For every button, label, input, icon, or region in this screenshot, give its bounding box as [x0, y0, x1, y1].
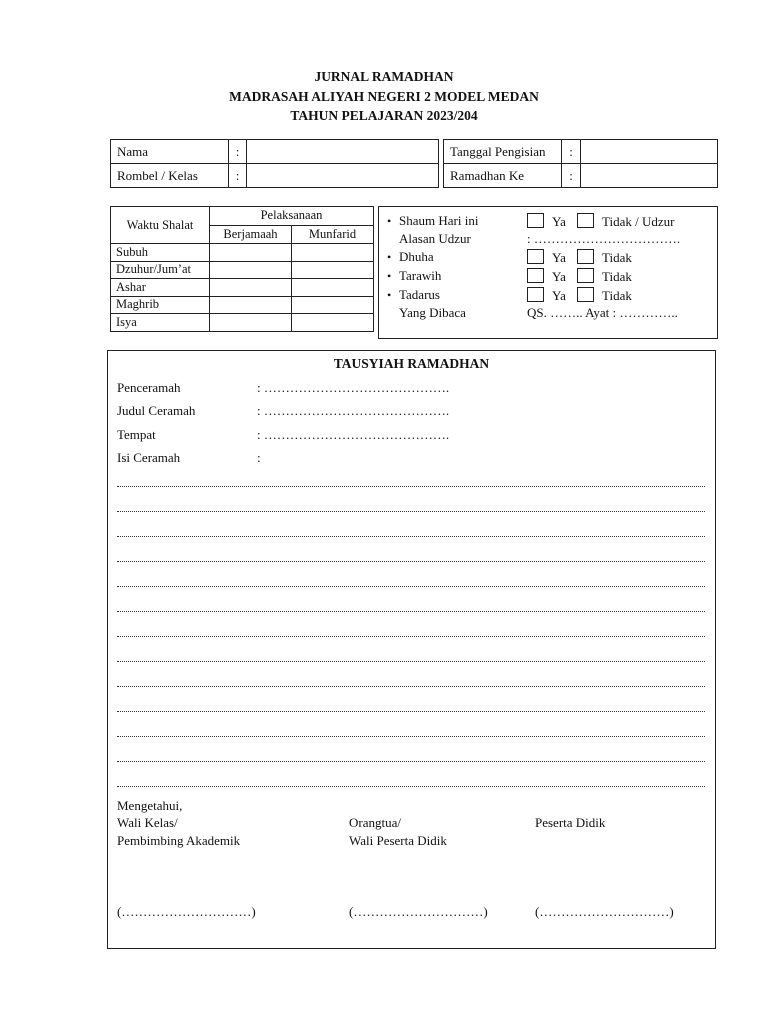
content-dotted-line[interactable]	[117, 634, 705, 637]
name-label: Nama	[111, 140, 229, 164]
checkbox-icon[interactable]	[577, 213, 594, 228]
homeroom-label-line1: Wali Kelas/	[117, 815, 178, 830]
content-dotted-line[interactable]	[117, 584, 705, 587]
read-field[interactable]: QS. …….. Ayat : …………..	[527, 305, 678, 320]
content-dotted-line[interactable]	[117, 709, 705, 712]
homeroom-label-line2: Pembimbing Akademik	[117, 833, 241, 848]
reason-field[interactable]: : …………………………….	[527, 231, 681, 246]
date-field[interactable]	[581, 140, 718, 164]
header-school: MADRASAH ALIYAH NEGERI 2 MODEL MEDAN	[229, 89, 539, 104]
ramadhan-day-field[interactable]	[581, 164, 718, 188]
prayer-row-label: Isya	[111, 314, 210, 332]
checkbox-icon[interactable]	[527, 213, 544, 228]
congregation-cell[interactable]	[210, 296, 292, 314]
yes-label: Ya	[552, 250, 566, 265]
header-title: JURNAL RAMADHAN	[314, 69, 454, 84]
student-label: Peserta Didik	[535, 815, 606, 830]
content-dotted-line[interactable]	[117, 559, 705, 562]
content-dotted-line[interactable]	[117, 534, 705, 537]
congregation-cell[interactable]	[210, 261, 292, 279]
tarawih-yes-option[interactable]	[527, 268, 566, 285]
prayer-table	[110, 206, 374, 332]
fasting-no-option[interactable]	[577, 213, 674, 230]
student-signature-field[interactable]: (…………………………)	[535, 904, 674, 919]
content-label: Isi Ceramah	[117, 450, 181, 465]
name-field[interactable]	[247, 140, 439, 164]
parent-signature-field[interactable]: (…………………………)	[349, 904, 488, 919]
congregation-cell[interactable]	[210, 279, 292, 297]
ramadhan-day-colon: :	[562, 164, 581, 188]
bullet-icon: •	[387, 269, 392, 283]
speaker-label: Penceramah	[117, 380, 181, 395]
content-dotted-line[interactable]	[117, 609, 705, 612]
read-label: Yang Dibaca	[399, 305, 466, 320]
yes-label: Ya	[552, 214, 566, 229]
homeroom-signature-field[interactable]: (…………………………)	[117, 904, 256, 919]
content-dotted-line[interactable]	[117, 784, 705, 787]
ramadhan-day-label: Ramadhan Ke	[444, 164, 562, 188]
yes-label: Ya	[552, 269, 566, 284]
class-field[interactable]	[247, 164, 439, 188]
tausyiah-title: TAUSYIAH RAMADHAN	[333, 356, 490, 371]
no-label: Tidak	[602, 288, 632, 303]
tadarus-no-option[interactable]	[577, 287, 632, 304]
checkbox-icon[interactable]	[577, 287, 594, 302]
individual-cell[interactable]	[292, 244, 374, 262]
content-dotted-line[interactable]	[117, 659, 705, 662]
individual-header: Munfarid	[292, 225, 374, 244]
individual-cell[interactable]	[292, 261, 374, 279]
execution-header: Pelaksanaan	[210, 207, 374, 226]
content-dotted-line[interactable]	[117, 509, 705, 512]
parent-label-line2: Wali Peserta Didik	[349, 833, 447, 848]
fasting-label: Shaum Hari ini	[399, 213, 479, 228]
congregation-cell[interactable]	[210, 314, 292, 332]
individual-cell[interactable]	[292, 279, 374, 297]
prayer-row-label: Subuh	[111, 244, 210, 262]
class-colon: :	[229, 164, 247, 188]
no-label: Tidak	[602, 269, 632, 284]
content-dotted-line[interactable]	[117, 484, 705, 487]
yes-label: Ya	[552, 288, 566, 303]
dhuha-label: Dhuha	[399, 249, 434, 264]
dhuha-yes-option[interactable]	[527, 249, 566, 266]
bullet-icon: •	[387, 250, 392, 264]
checkbox-icon[interactable]	[527, 268, 544, 283]
worship-checklist-box	[378, 206, 718, 339]
checkbox-icon[interactable]	[527, 249, 544, 264]
place-field[interactable]: : …………………………………….	[257, 427, 450, 442]
topic-field[interactable]: : …………………………………….	[257, 403, 450, 418]
date-colon: :	[562, 140, 581, 164]
bullet-icon: •	[387, 288, 392, 302]
tadarus-label: Tadarus	[399, 287, 440, 302]
speaker-field[interactable]: : …………………………………….	[257, 380, 450, 395]
topic-label: Judul Ceramah	[117, 403, 196, 418]
content-dotted-line[interactable]	[117, 734, 705, 737]
tarawih-label: Tarawih	[399, 268, 442, 283]
content-dotted-line[interactable]	[117, 759, 705, 762]
bullet-icon: •	[387, 214, 392, 228]
no-label: Tidak	[602, 250, 632, 265]
identity-table-left	[110, 139, 439, 188]
tadarus-yes-option[interactable]	[527, 287, 566, 304]
congregation-cell[interactable]	[210, 244, 292, 262]
checkbox-icon[interactable]	[577, 268, 594, 283]
checkbox-icon[interactable]	[577, 249, 594, 264]
individual-cell[interactable]	[292, 296, 374, 314]
class-label: Rombel / Kelas	[111, 164, 229, 188]
date-label: Tanggal Pengisian	[444, 140, 562, 164]
identity-table-right	[443, 139, 718, 188]
fasting-yes-option[interactable]	[527, 213, 566, 230]
content-colon: :	[257, 450, 261, 465]
place-label: Tempat	[117, 427, 156, 442]
congregation-header: Berjamaah	[210, 225, 292, 244]
parent-label-line1: Orangtua/	[349, 815, 401, 830]
checkbox-icon[interactable]	[527, 287, 544, 302]
header-year: TAHUN PELAJARAN 2023/204	[290, 108, 478, 123]
individual-cell[interactable]	[292, 314, 374, 332]
content-dotted-line[interactable]	[117, 684, 705, 687]
name-colon: :	[229, 140, 247, 164]
tarawih-no-option[interactable]	[577, 268, 632, 285]
reason-label: Alasan Udzur	[399, 231, 471, 246]
no-udzur-label: Tidak / Udzur	[602, 214, 675, 229]
dhuha-no-option[interactable]	[577, 249, 632, 266]
prayer-row-label: Ashar	[111, 279, 210, 297]
acknowledge-text: Mengetahui,	[117, 798, 183, 813]
prayer-time-header: Waktu Shalat	[111, 207, 210, 244]
prayer-row-label: Maghrib	[111, 296, 210, 314]
prayer-row-label: Dzuhur/Jum’at	[111, 261, 210, 279]
